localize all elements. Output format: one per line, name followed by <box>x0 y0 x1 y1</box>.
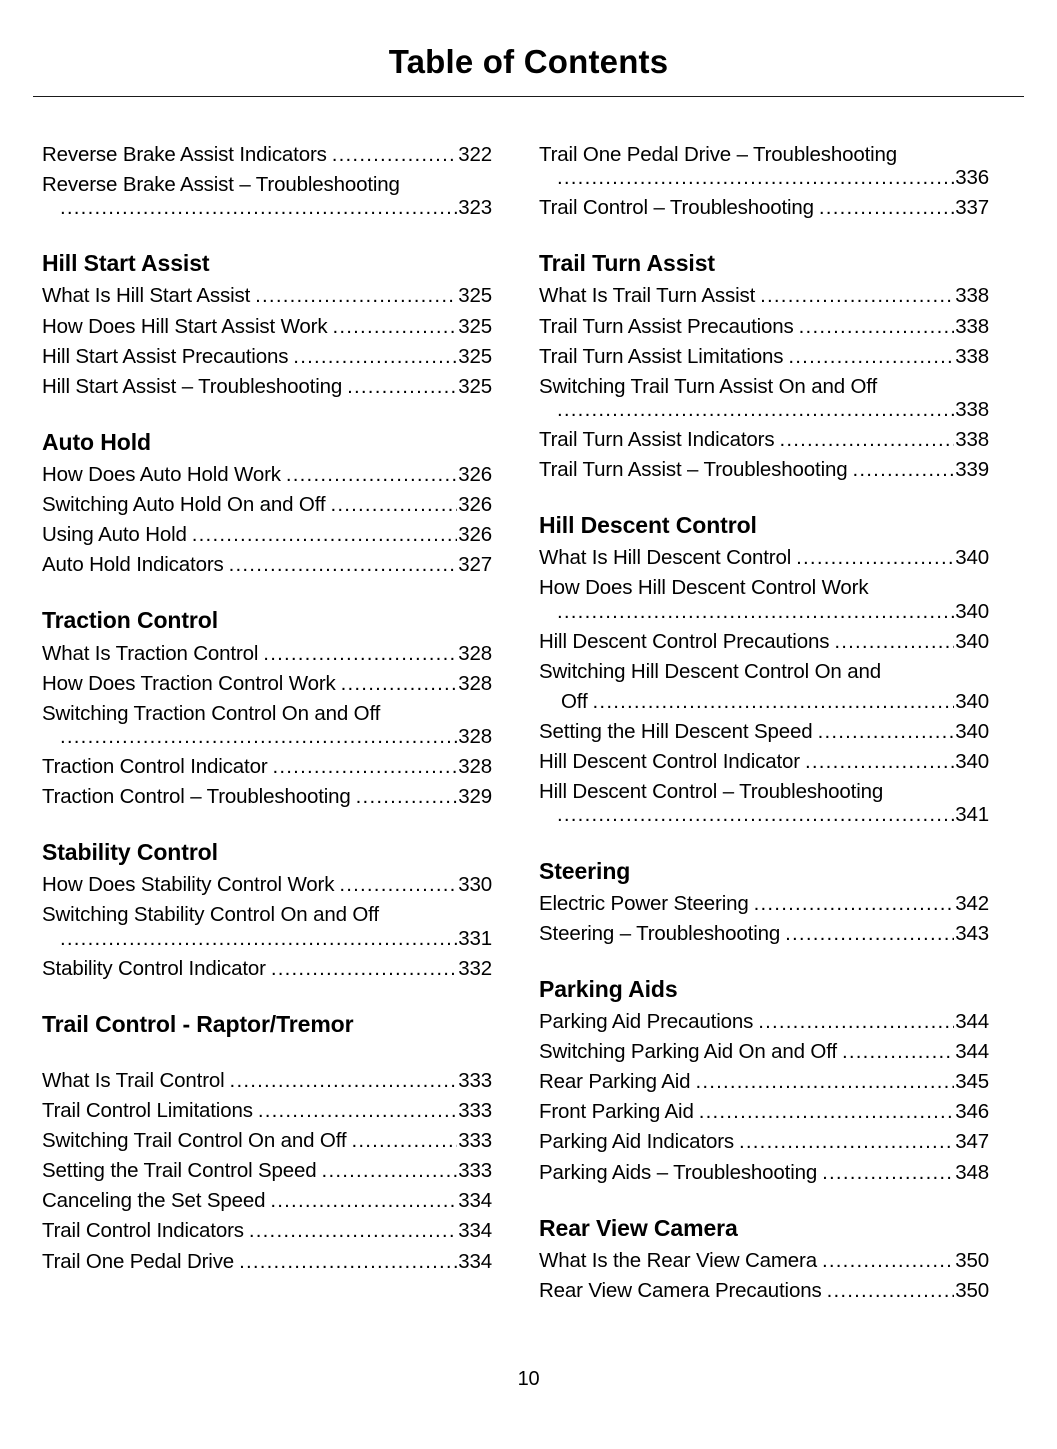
toc-entry-line <box>42 1156 492 1186</box>
toc-entry-label: Hill Descent Control Precautions <box>539 629 830 653</box>
toc-entry[interactable] <box>539 193 989 223</box>
toc-entry[interactable] <box>539 543 989 573</box>
toc-entry-page-number: 334 <box>458 1189 492 1213</box>
toc-entry-label: How Does Auto Hold Work <box>42 462 281 486</box>
toc-entry-leader-line <box>539 163 989 193</box>
toc-entry-line <box>539 312 989 342</box>
toc-entry-page-number: 345 <box>955 1070 989 1094</box>
toc-section <box>539 249 989 485</box>
toc-entry-leader-line <box>42 193 492 223</box>
toc-entry-page-number: 333 <box>458 1129 492 1153</box>
toc-entry[interactable] <box>539 372 989 425</box>
toc-entry-page-number: 330 <box>458 873 492 897</box>
toc-entry-label: Switching Traction Control On and Off <box>42 701 381 725</box>
dot-leader <box>258 1096 457 1126</box>
dot-leader <box>270 1186 457 1216</box>
toc-entry-line <box>539 1276 989 1306</box>
toc-entry-page-number: 339 <box>955 458 989 482</box>
toc-entry[interactable] <box>539 281 989 311</box>
toc-entry-line <box>42 639 492 669</box>
toc-section-heading[interactable]: Trail Control - Raptor/Tremor <box>42 1010 354 1037</box>
toc-entry-page-number: 338 <box>955 314 989 338</box>
toc-entry[interactable] <box>539 717 989 747</box>
toc-entry-page-number: 340 <box>955 546 989 570</box>
toc-section-heading[interactable]: Rear View Camera <box>539 1214 738 1241</box>
toc-entry[interactable] <box>539 312 989 342</box>
dot-leader <box>293 342 457 372</box>
toc-entry-label: Front Parking Aid <box>539 1100 694 1124</box>
toc-entry-label: Rear Parking Aid <box>539 1070 691 1094</box>
dot-leader <box>60 193 457 223</box>
toc-entry-page-number: 328 <box>458 671 492 695</box>
toc-entry-line <box>42 140 492 170</box>
dot-leader <box>822 1158 954 1188</box>
dot-leader <box>834 627 954 657</box>
toc-entry-line <box>539 543 989 573</box>
toc-entry-label: Stability Control Indicator <box>42 956 266 980</box>
toc-section <box>539 1214 989 1306</box>
toc-entry[interactable] <box>539 342 989 372</box>
toc-entry-leader-line <box>42 924 492 954</box>
toc-entry-page-number: 329 <box>458 785 492 809</box>
toc-entry-line <box>539 281 989 311</box>
toc-entry-line <box>42 312 492 342</box>
toc-entry-page-number: 340 <box>955 629 989 653</box>
toc-entry-label: Trail Turn Assist – Troubleshooting <box>539 458 848 482</box>
toc-entry-page-number: 341 <box>955 803 989 827</box>
dot-leader <box>192 520 457 550</box>
toc-entry-page-number: 327 <box>458 553 492 577</box>
toc-entry-label: Trail One Pedal Drive – Troubleshooting <box>539 143 898 166</box>
toc-entry-page-number: 338 <box>955 428 989 452</box>
toc-entry-label: Trail Control – Troubleshooting <box>539 196 814 220</box>
dot-leader <box>827 1276 955 1306</box>
dot-leader <box>263 639 457 669</box>
toc-entry-page-number: 338 <box>955 344 989 368</box>
toc-entry-page-number: 347 <box>955 1130 989 1154</box>
dot-leader <box>60 924 457 954</box>
dot-leader <box>347 372 457 402</box>
toc-entry-line <box>42 669 492 699</box>
toc-entry[interactable] <box>42 490 492 520</box>
toc-entry-line <box>42 342 492 372</box>
toc-entry-line <box>539 193 989 223</box>
toc-entry-page-number: 332 <box>458 956 492 980</box>
toc-entry-page-number: 325 <box>458 284 492 308</box>
toc-entry-line <box>42 460 492 490</box>
toc-entry-page-number: 338 <box>955 284 989 308</box>
toc-entry-label: Switching Trail Turn Assist On and Off <box>539 374 878 398</box>
toc-entry-label: Switching Hill Descent Control On and <box>539 659 881 683</box>
page-title: Table of Contents <box>388 43 669 80</box>
toc-section <box>42 838 492 984</box>
dot-leader <box>760 281 954 311</box>
toc-entry-label: Hill Descent Control – Troubleshooting <box>539 780 884 804</box>
toc-entry-page-number: 326 <box>458 493 492 517</box>
toc-entry-line <box>42 1216 492 1246</box>
toc-entry[interactable] <box>42 1247 492 1277</box>
toc-entry-page-number: 325 <box>458 374 492 398</box>
toc-entry-line <box>539 425 989 455</box>
toc-entry-label: What Is Hill Start Assist <box>42 284 251 308</box>
toc-section <box>42 249 492 402</box>
toc-entry-label: Canceling the Set Speed <box>42 1189 266 1213</box>
toc-entry-line <box>42 870 492 900</box>
toc-entry-page-number: 323 <box>458 196 492 220</box>
dot-leader <box>230 1066 458 1096</box>
toc-section-heading[interactable]: Steering <box>539 857 631 884</box>
toc-entry-label-continued: Off <box>561 689 588 713</box>
toc-entry-line <box>539 717 989 747</box>
toc-entry-label: Parking Aid Indicators <box>539 1130 734 1154</box>
toc-entry-label: Setting the Hill Descent Speed <box>539 720 813 744</box>
toc-entry-leader-line <box>42 722 492 752</box>
toc-entry-line <box>539 1246 989 1276</box>
toc-entry-line <box>42 520 492 550</box>
toc-section-heading[interactable]: Parking Aids <box>539 975 678 1002</box>
toc-entry-label: How Does Hill Descent Control Work <box>539 576 869 600</box>
toc-section <box>539 975 989 1188</box>
toc-entry-page-number: 350 <box>955 1278 989 1302</box>
page-number-footer: 10 <box>517 1368 540 1390</box>
toc-entry-line <box>42 490 492 520</box>
toc-entry-label: Trail One Pedal Drive <box>42 1249 235 1273</box>
dot-leader <box>779 425 954 455</box>
toc-entry[interactable] <box>42 550 492 580</box>
toc-entry[interactable] <box>539 1276 989 1306</box>
toc-entry-page-number: 340 <box>955 720 989 744</box>
toc-entry[interactable] <box>42 281 492 311</box>
toc-section <box>539 140 989 223</box>
toc-entry-line <box>42 752 492 782</box>
toc-entry[interactable] <box>42 312 492 342</box>
dot-leader <box>818 717 955 747</box>
toc-entry-label: Using Auto Hold <box>42 523 187 547</box>
toc-entry-line <box>42 1126 492 1156</box>
toc-entry-page-number: 328 <box>458 641 492 665</box>
toc-entry-page-number: 333 <box>458 1098 492 1122</box>
toc-entry-label: How Does Hill Start Assist Work <box>42 314 328 338</box>
toc-section <box>42 1010 492 1277</box>
toc-entry[interactable] <box>42 342 492 372</box>
toc-entry[interactable] <box>42 699 492 752</box>
toc-section-heading[interactable]: Hill Descent Control <box>539 512 757 539</box>
toc-entry-line <box>42 1186 492 1216</box>
dot-leader <box>754 889 955 919</box>
toc-entry-label: Trail Control Limitations <box>42 1098 253 1122</box>
toc-entry-page-number: 325 <box>458 314 492 338</box>
dot-leader <box>322 1156 458 1186</box>
toc-entry[interactable] <box>539 627 989 657</box>
toc-entry-page-number: 346 <box>955 1100 989 1124</box>
dot-leader <box>796 543 954 573</box>
toc-entry[interactable] <box>42 1156 492 1186</box>
toc-entry-label: Reverse Brake Assist – Troubleshooting <box>42 173 400 197</box>
toc-entry-label: What Is Trail Turn Assist <box>539 284 756 308</box>
toc-entry-line <box>42 550 492 580</box>
toc-entry-label: Reverse Brake Assist Indicators <box>42 143 327 166</box>
toc-entry[interactable] <box>539 777 989 830</box>
toc-entry-label: Steering – Troubleshooting <box>539 921 781 945</box>
toc-entry-page-number: 344 <box>955 1040 989 1064</box>
toc-entry-page-number: 336 <box>955 166 989 190</box>
dot-leader <box>339 870 457 900</box>
toc-entry[interactable] <box>42 1186 492 1216</box>
dot-leader <box>788 342 954 372</box>
dot-leader <box>332 312 457 342</box>
toc-entry-label: How Does Stability Control Work <box>42 873 335 897</box>
toc-entry-page-number: 333 <box>458 1159 492 1183</box>
toc-entry-line <box>539 1007 989 1037</box>
dot-leader <box>819 193 954 223</box>
toc-entry[interactable] <box>539 1246 989 1276</box>
toc-entry-label: Parking Aids – Troubleshooting <box>539 1160 818 1184</box>
dot-leader <box>286 460 457 490</box>
toc-entry-line <box>539 1127 989 1157</box>
toc-section <box>42 140 492 223</box>
toc-entry[interactable] <box>539 1037 989 1067</box>
toc-entry-leader-line <box>539 597 989 627</box>
toc-entry[interactable] <box>42 669 492 699</box>
dot-leader <box>593 687 955 717</box>
toc-entry-page-number: 334 <box>458 1219 492 1243</box>
toc-entry[interactable] <box>539 425 989 455</box>
toc-entry[interactable] <box>42 1096 492 1126</box>
toc-entry-label: Auto Hold Indicators <box>42 553 224 577</box>
toc-entry[interactable] <box>42 954 492 984</box>
dot-leader <box>229 550 458 580</box>
toc-entry[interactable] <box>539 573 989 626</box>
toc-entry-label: What Is Trail Control <box>42 1068 225 1092</box>
toc-entry-label: Switching Trail Control On and Off <box>42 1129 347 1153</box>
toc-entry-label: Trail Turn Assist Indicators <box>539 428 775 452</box>
dot-leader <box>739 1127 954 1157</box>
toc-entry[interactable] <box>539 455 989 485</box>
toc-entry-page-number: 340 <box>955 599 989 623</box>
toc-entry-label: What Is the Rear View Camera <box>539 1248 817 1272</box>
dot-leader <box>852 455 954 485</box>
toc-entry-label: Electric Power Steering <box>539 891 749 915</box>
toc-entry-line <box>42 1096 492 1126</box>
toc-entry-page-number: 325 <box>458 344 492 368</box>
toc-entry-label: Switching Auto Hold On and Off <box>42 493 326 517</box>
toc-entry-label: Traction Control – Troubleshooting <box>42 785 351 809</box>
toc-section-heading[interactable]: Stability Control <box>42 839 218 866</box>
dot-leader <box>842 1037 954 1067</box>
dot-leader <box>557 163 954 193</box>
toc-entry-label-continued-line <box>539 687 989 717</box>
toc-entry-page-number: 326 <box>458 462 492 486</box>
toc-entry-line <box>42 1066 492 1096</box>
toc-entry-label: Hill Start Assist Precautions <box>42 344 289 368</box>
toc-entry[interactable] <box>42 870 492 900</box>
dot-leader <box>273 752 458 782</box>
toc-entry-line <box>539 747 989 777</box>
toc-entry[interactable] <box>539 1158 989 1188</box>
toc-entry-line <box>539 1097 989 1127</box>
toc-entry-label: Trail Turn Assist Precautions <box>539 314 794 338</box>
dot-leader <box>557 597 954 627</box>
toc-entry-page-number: 344 <box>955 1009 989 1033</box>
toc-entry[interactable] <box>539 140 989 193</box>
dot-leader <box>356 782 458 812</box>
dot-leader <box>699 1097 955 1127</box>
toc-entry[interactable] <box>42 752 492 782</box>
toc-entry[interactable] <box>42 900 492 953</box>
toc-entry[interactable] <box>539 1067 989 1097</box>
toc-entry-label: Traction Control Indicator <box>42 755 268 779</box>
toc-entry-page-number: 340 <box>955 750 989 774</box>
toc-entry-page-number: 328 <box>458 755 492 779</box>
dot-leader <box>271 954 457 984</box>
dot-leader <box>695 1067 954 1097</box>
toc-entry-line <box>539 919 989 949</box>
toc-entry-label: Rear View Camera Precautions <box>539 1278 822 1302</box>
toc-entry[interactable] <box>42 1216 492 1246</box>
toc-entry-line <box>42 954 492 984</box>
toc-entry-label: Trail Control Indicators <box>42 1219 244 1243</box>
toc-column-left <box>42 140 492 1277</box>
toc-entry-label: Hill Descent Control Indicator <box>539 750 800 774</box>
toc-column-right <box>539 140 989 1306</box>
toc-entry-label: What Is Hill Descent Control <box>539 546 792 570</box>
toc-entry-line <box>42 281 492 311</box>
toc-entry-page-number: 331 <box>458 926 492 950</box>
toc-entry[interactable] <box>42 372 492 402</box>
dot-leader <box>557 395 954 425</box>
toc-entry-page-number: 333 <box>458 1068 492 1092</box>
toc-columns <box>42 140 1015 1306</box>
dot-leader <box>255 281 457 311</box>
toc-entry[interactable] <box>42 460 492 490</box>
toc-entry-page-number: 326 <box>458 523 492 547</box>
toc-entry-page-number: 337 <box>955 196 989 220</box>
dot-leader <box>332 140 457 170</box>
toc-entry[interactable] <box>539 657 989 717</box>
toc-entry-line <box>539 889 989 919</box>
toc-entry[interactable] <box>42 639 492 669</box>
toc-entry[interactable] <box>42 140 492 170</box>
dot-leader <box>785 919 954 949</box>
toc-entry[interactable] <box>539 1007 989 1037</box>
toc-entry-page-number: 340 <box>955 689 989 713</box>
toc-entry-label: Switching Parking Aid On and Off <box>539 1040 837 1064</box>
toc-entry[interactable] <box>42 782 492 812</box>
toc-section <box>42 428 492 581</box>
toc-entry-label: How Does Traction Control Work <box>42 671 336 695</box>
toc-entry-page-number: 334 <box>458 1249 492 1273</box>
dot-leader <box>341 669 458 699</box>
toc-entry[interactable] <box>539 919 989 949</box>
toc-entry-label: Hill Start Assist – Troubleshooting <box>42 374 343 398</box>
toc-entry-label: What Is Traction Control <box>42 641 259 665</box>
toc-entry[interactable] <box>42 170 492 223</box>
toc-entry[interactable] <box>42 520 492 550</box>
toc-entry-line <box>539 1067 989 1097</box>
toc-entry-label: Parking Aid Precautions <box>539 1009 754 1033</box>
dot-leader <box>351 1126 457 1156</box>
dot-leader <box>805 747 954 777</box>
toc-section-heading[interactable]: Trail Turn Assist <box>539 250 715 277</box>
toc-entry-page-number: 338 <box>955 397 989 421</box>
toc-entry-line <box>42 782 492 812</box>
toc-section-heading[interactable]: Auto Hold <box>42 428 151 455</box>
toc-entry-page-number: 342 <box>955 891 989 915</box>
toc-section-heading[interactable]: Hill Start Assist <box>42 250 210 277</box>
dot-leader <box>758 1007 954 1037</box>
toc-entry-line <box>539 627 989 657</box>
toc-entry-page-number: 343 <box>955 921 989 945</box>
toc-entry-leader-line <box>539 800 989 830</box>
dot-leader <box>249 1216 457 1246</box>
toc-entry-page-number: 350 <box>955 1248 989 1272</box>
toc-entry[interactable] <box>539 1127 989 1157</box>
dot-leader <box>330 490 457 520</box>
toc-section <box>539 857 989 949</box>
dot-leader <box>799 312 955 342</box>
toc-entry-page-number: 328 <box>458 724 492 748</box>
toc-entry-leader-line <box>539 395 989 425</box>
toc-section-heading[interactable]: Traction Control <box>42 607 219 634</box>
toc-entry-label: Trail Turn Assist Limitations <box>539 344 784 368</box>
dot-leader <box>60 722 457 752</box>
toc-section <box>42 606 492 812</box>
toc-entry[interactable] <box>42 1066 492 1096</box>
toc-entry-line <box>539 1037 989 1067</box>
toc-entry-line <box>539 1158 989 1188</box>
toc-entry-label: Setting the Trail Control Speed <box>42 1159 317 1183</box>
dot-leader <box>557 800 954 830</box>
toc-entry[interactable] <box>539 889 989 919</box>
toc-entry[interactable] <box>539 1097 989 1127</box>
toc-entry[interactable] <box>539 747 989 777</box>
toc-entry-line <box>539 455 989 485</box>
toc-entry-label: Switching Stability Control On and Off <box>42 903 379 927</box>
toc-entry-line <box>42 372 492 402</box>
toc-entry-line <box>42 1247 492 1277</box>
toc-section <box>539 511 989 830</box>
toc-entry[interactable] <box>42 1126 492 1156</box>
toc-entry-page-number: 322 <box>458 143 492 166</box>
toc-entry-line <box>539 342 989 372</box>
dot-leader <box>822 1246 954 1276</box>
title-divider <box>33 96 1024 97</box>
dot-leader <box>239 1247 457 1277</box>
toc-entry-page-number: 348 <box>955 1160 989 1184</box>
